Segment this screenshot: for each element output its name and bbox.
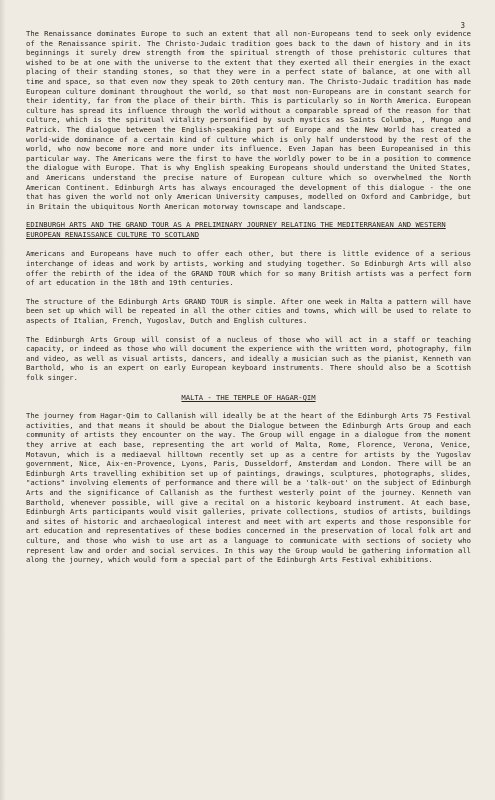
paragraph-renaissance-dominance: The Renaissance dominates Europe to such an extent that all non-Europeans tend to seek only evidence of the Renaissance spirit. The Christo-Judaic tradition goes back to the dawn of history and in its beginnings it surely drew strength from the spiritual strength of those prehistoric cultures that wished to be at one with the universe to the extent that they exerted all their energies in the exact placing of their standing stones, so that they were in a perfect state of balance, at one with all time and space, so that even now they speak to 20th century man. The Christo-Judaic tradition has made European culture dominant throughout the world, so that most non-Europeans are in constant search for their identity, far from the place of their birth. This is particularly so in North America. European culture has spread its influence through the world without a comparable spread of the reason for that culture, which is the spiritual vitality personified by such mystics as Saints Columba, , Mungo and Patrick. The dialogue between the English-speaking part of Europe and the New World has created a world-wide dominance of a certain kind of culture which is only half understood by the rest of the world, who now become more and more under its influence. Even Japan has been Europeanised in this particular way. The Americans were the first to have the worldly power to be in a position to commence the dialogue with Europe. That is why English speaking Europeans should understand the United States, and Americans understand the precise nature of European culture which so overwhelmed the North American Continent. Edinburgh Arts has always encouraged the development of this dialogue - the one that has given the world not only American University campuses, modelled on Oxford and Cambridge, but in Britain the ubiquitous North American motorway townscape and landscape. — [26, 29, 471, 211]
paragraph-grand-tour-structure: The structure of the Edinburgh Arts GRAND TOUR is simple. After one week in Malta a pattern will have been set up which will be repeated in all the other cities and towns, which will be used to relate to aspects of Italian, French, Yugoslav, Dutch and English cultures. — [26, 296, 471, 326]
page-edge-shadow — [0, 0, 6, 800]
paragraph-americans-europeans: Americans and Europeans have much to offer each other, but there is little evidence of a serious interchange of ideas and work by artists, working and studying together. So Edinburgh Arts will also offer the rebirth of the idea of the GRAND TOUR which for so many British artists was a perfect form of art education in the 18th and 19th centuries. — [26, 249, 471, 288]
paragraph-journey-hagar-qim: The journey from Hagar-Qim to Callanish will ideally be at the heart of the Edinburgh Arts 75 Festival activities, and that means it should be about the Dialogue between the Edinburgh Arts Group and each community of artists they encounter on the way. The Group will engage in a dialogue from the moment they arrive at each base, representing the art world of Malta, Rome, Florence, Verona, Venice, Motavun, which is a mediaeval hilltown recently set up as a centre for artists by the Yugoslav government, Nice, Aix-en-Provence, Lyons, Paris, Dusseldorf, Amsterdam and London. There will be an Edinburgh Arts travelling exhibition set up of paintings, drawings, sculptures, photographs, slides, "actions" involving elements of performance and there will be a 'talk-out' on the subject of Edinburgh Arts and the significance of Callanish as the furthest westerly point of the journey. Kenneth van Barthold, whenever possible, will give a recital on a historic keyboard instrument. At each base, Edinburgh Arts participants would visit galleries, private collections, studios of artists, buildings and sites of historic and archaeological interest and meet with art experts and those responsible for art education and representatives of these bodies concerned in the preservation of local folk art and culture, and those who wish to use art as a language to communicate with sections of society who represent law and order and social services. In this way the Group would be gathering information all along the journey, which would form a special part of the Edinburgh Arts Festival exhibitions. — [26, 411, 471, 565]
section-heading-malta: MALTA - THE TEMPLE OF HAGAR-QIM — [181, 392, 316, 402]
section-heading-grand-tour: EDINBURGH ARTS AND THE GRAND TOUR AS A PRELIMINARY JOURNEY RELATING THE MEDITERRANEAN AND WESTERN EUROPEAN RENAISSANCE CULTURE TO SCOTLAND — [26, 220, 446, 239]
page-number: 3 — [460, 21, 465, 30]
paragraph-edinburgh-arts-group: The Edinburgh Arts Group will consist of a nucleus of those who will act in a staff or teaching capacity, or indeed as those who will document the experience with the written word, photography, film and video, as well as visual artists, dancers, and ideally a musician such as the pianist, Kenneth van Barthold, who is an expert on early European keyboard instruments. There should also be a Scottish folk singer. — [26, 334, 471, 382]
